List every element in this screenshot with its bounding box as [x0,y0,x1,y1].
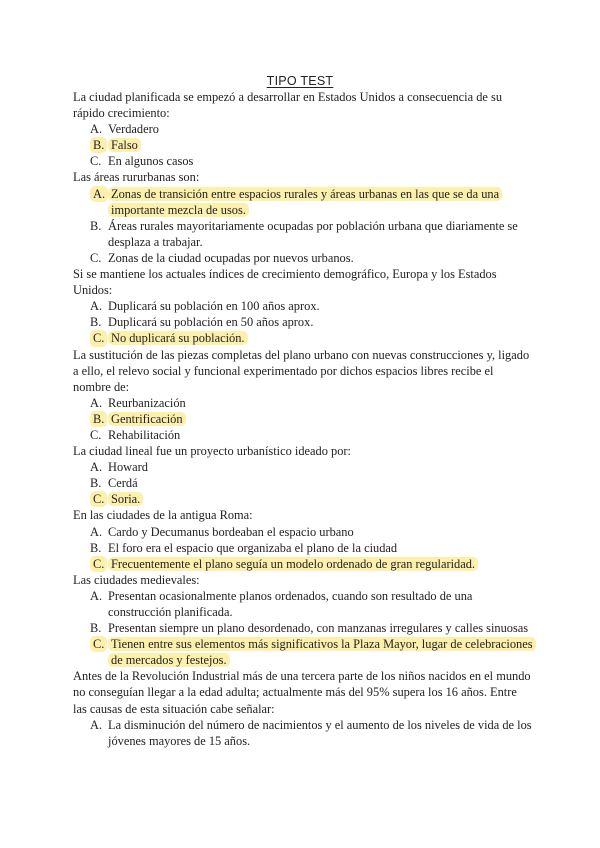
answer-option [73,427,533,443]
question-text: Antes de la Revolución Industrial más de una tercera parte de los niños nacidos en el mundo no conseguían llegar a la edad adulta; actualmente más del 95% supera los 16 años. Entre las causas de esta situación cabe señalar: [73,669,531,716]
option-text: Soria. [108,492,143,506]
answer-option [73,717,533,749]
option-text: Áreas rurales mayoritariamente ocupadas por población urbana que diariamente se desplaza a trabajar. [108,218,518,249]
option-text: Frecuentemente el plano seguía un modelo ordenado de gran regularidad. [108,557,478,571]
answer-option-correct [73,137,533,153]
option-text: Verdadero [108,122,159,137]
answer-options [73,395,533,443]
question-text: La ciudad planificada se empezó a desarrollar en Estados Unidos a consecuencia de su rápido crecimiento: [73,90,503,121]
option-letter: C. [90,556,107,572]
answer-option [73,250,533,266]
option-text: Cerdá [108,476,138,491]
option-text: Rehabilitación [108,427,181,442]
option-text: No duplicará su población. [108,331,248,345]
answer-option [73,121,533,137]
option-letter: C. [90,636,107,652]
option-letter: B. [90,540,102,555]
answer-option [73,314,533,330]
option-text: Zonas de la ciudad ocupadas por nuevos urbanos. [108,250,354,265]
option-letter: A. [90,460,103,475]
option-text: En algunos casos [108,154,194,169]
option-text: Howard [108,460,148,475]
option-letter: C. [90,491,107,507]
option-letter: A. [90,299,103,314]
answer-option-correct [73,186,533,218]
answer-option [73,620,533,636]
answer-option-correct [73,411,533,427]
answer-options [73,459,533,507]
answer-option [73,540,533,556]
question-text: Si se mantiene los actuales índices de crecimiento demográfico, Europa y los Estados Unidos: [73,267,497,298]
answer-options [73,524,533,572]
option-letter: C. [90,250,102,265]
option-letter: C. [90,154,102,169]
answer-options [73,186,533,266]
option-text: Gentrificación [108,412,186,426]
option-letter: B. [90,476,102,491]
page-title: TIPO TEST [266,74,334,88]
option-text: El foro era el espacio que organizaba el plano de la ciudad [108,540,398,555]
option-letter: B. [90,137,107,153]
answer-option [73,459,533,475]
question-text: La ciudad lineal fue un proyecto urbanístico ideado por: [73,444,352,459]
option-letter: A. [90,717,103,732]
option-text: Presentan siempre un plano desordenado, con manzanas irregulares y calles sinuosas [108,621,529,636]
option-text: Falso [108,138,141,152]
answer-option [73,153,533,169]
answer-options [73,121,533,169]
question-list [73,89,533,749]
option-text: La disminución del número de nacimientos y el aumento de los niveles de vida de los jóvenes mayores de 15 años. [108,717,532,748]
question-text: Las áreas rururbanas son: [73,170,200,185]
answer-option-correct [73,556,533,572]
answer-option [73,218,533,250]
answer-option-correct [73,330,533,346]
answer-option [73,524,533,540]
answer-options [73,717,533,749]
question-text: En las ciudades de la antigua Roma: [73,508,253,523]
option-letter: C. [90,330,107,346]
option-letter: B. [90,411,107,427]
answer-options [73,298,533,346]
option-letter: C. [90,427,102,442]
option-letter: B. [90,621,102,636]
answer-option-correct [73,491,533,507]
option-letter: A. [90,524,103,539]
answer-option-correct [73,636,533,668]
answer-option [73,395,533,411]
option-text: Cardo y Decumanus bordeaban el espacio urbano [108,524,354,539]
option-letter: A. [90,588,103,603]
answer-options [73,588,533,668]
option-text: Duplicará su población en 100 años aprox. [108,299,320,314]
answer-option [73,588,533,620]
option-letter: B. [90,315,102,330]
option-text: Tienen entre sus elementos más significativos la Plaza Mayor, lugar de celebraciones de mercados y festejos. [108,637,536,667]
option-letter: A. [90,186,108,202]
option-text: Presentan ocasionalmente planos ordenados, cuando son resultado de una construcción planificada. [108,588,473,619]
question-text: La sustitución de las piezas completas del plano urbano con nuevas construcciones y, ligado a ello, el relevo social y funcional experimentado por dichos espacios libres recibe el nombre de: [73,347,530,394]
option-text: Zonas de transición entre espacios rurales y áreas urbanas en las que se da una importante mezcla de usos. [108,187,502,217]
option-letter: B. [90,218,102,233]
option-text: Duplicará su población en 50 años aprox. [108,315,314,330]
question-text: Las ciudades medievales: [73,572,200,587]
answer-option [73,298,533,314]
answer-option [73,475,533,491]
option-text: Reurbanización [108,395,186,410]
option-letter: A. [90,122,103,137]
option-letter: A. [90,395,103,410]
